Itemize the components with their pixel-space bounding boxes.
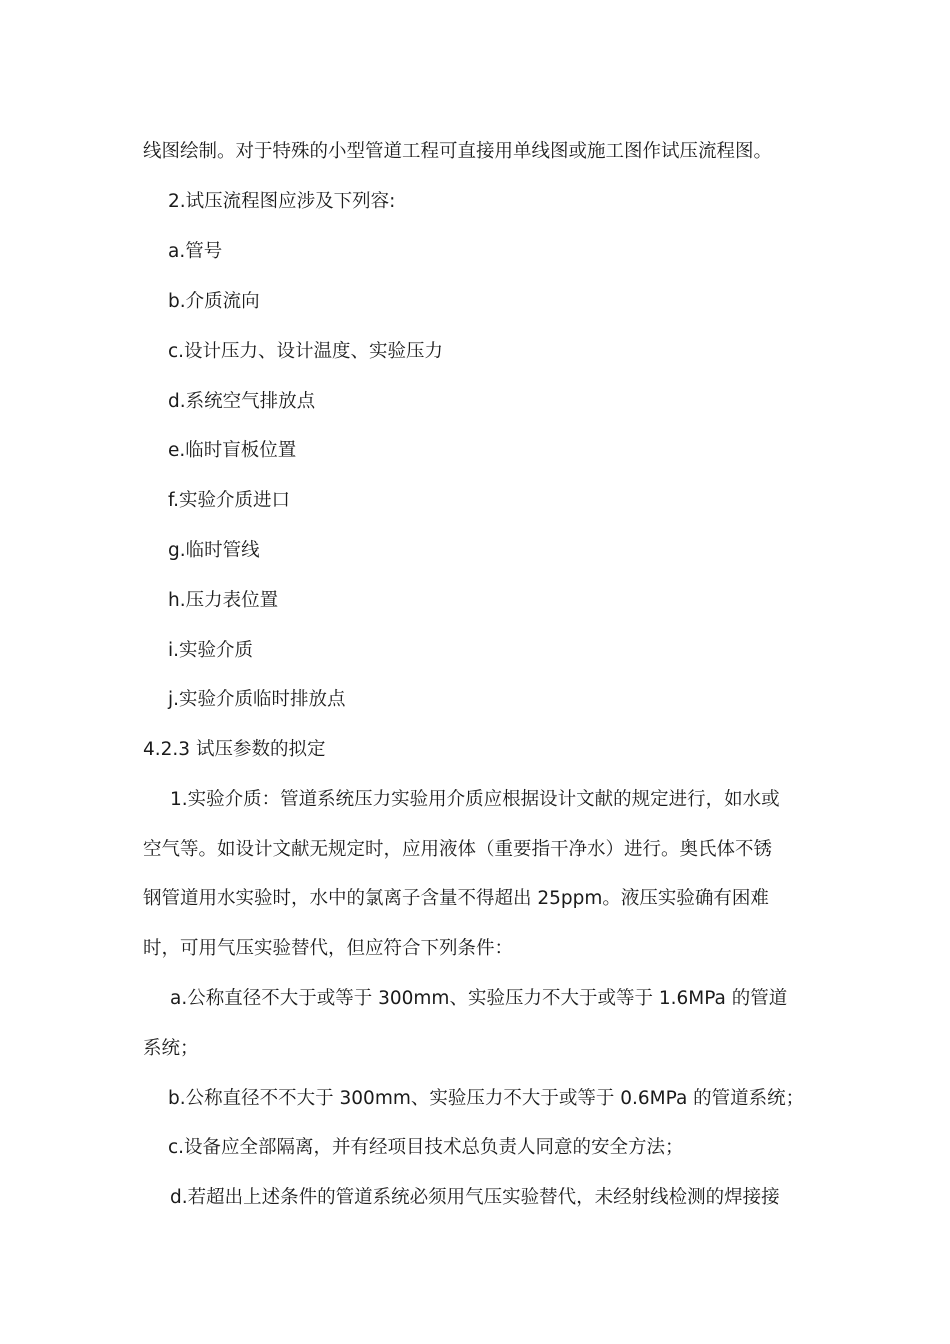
list-item: h.压力表位置 [168,590,279,611]
text-line: 时，可用气压实验替代，但应符合下列条件： [143,938,514,959]
text-line: 空气等。如设计文献无规定时，应用液体（重要指干净水）进行。奥氏体不锈 [143,839,773,860]
list-item: b.介质流向 [168,291,260,312]
list-item: j.实验介质临时排放点 [168,689,346,710]
list-item: c.设计压力、设计温度、实验压力 [168,341,444,362]
list-item: a.管号 [168,241,223,262]
section-heading: 4.2.3 试压参数的拟定 [143,739,326,760]
list-item: d.若超出上述条件的管道系统必须用气压实验替代，未经射线检测的焊接接 [170,1187,780,1208]
list-item: c.设备应全部隔离，并有经项目技术总负责人同意的安全方法； [168,1137,684,1158]
text-line: 2.试压流程图应涉及下列容: [168,191,396,212]
text-line: 钢管道用水实验时，水中的氯离子含量不得超出 25ppm。液压实验确有困难 [143,888,769,909]
list-item: e.临时盲板位置 [168,440,297,461]
list-item: i.实验介质 [168,640,254,661]
text-line: 系统； [143,1038,199,1059]
list-item: g.临时管线 [168,540,260,561]
list-item: a.公称直径不大于或等于 300mm、实验压力不大于或等于 1.6MPa 的管道 [170,988,788,1009]
list-item: f.实验介质进口 [168,490,291,511]
text-line: 1.实验介质：管道系统压力实验用介质应根据设计文献的规定进行，如水或 [170,789,780,810]
list-item: d.系统空气排放点 [168,391,316,412]
text-line: 线图绘制。对于特殊的小型管道工程可直接用单线图或施工图作试压流程图。 [143,141,773,162]
list-item: b.公称直径不不大于 300mm、实验压力不大于或等于 0.6MPa 的管道系统； [168,1088,805,1109]
